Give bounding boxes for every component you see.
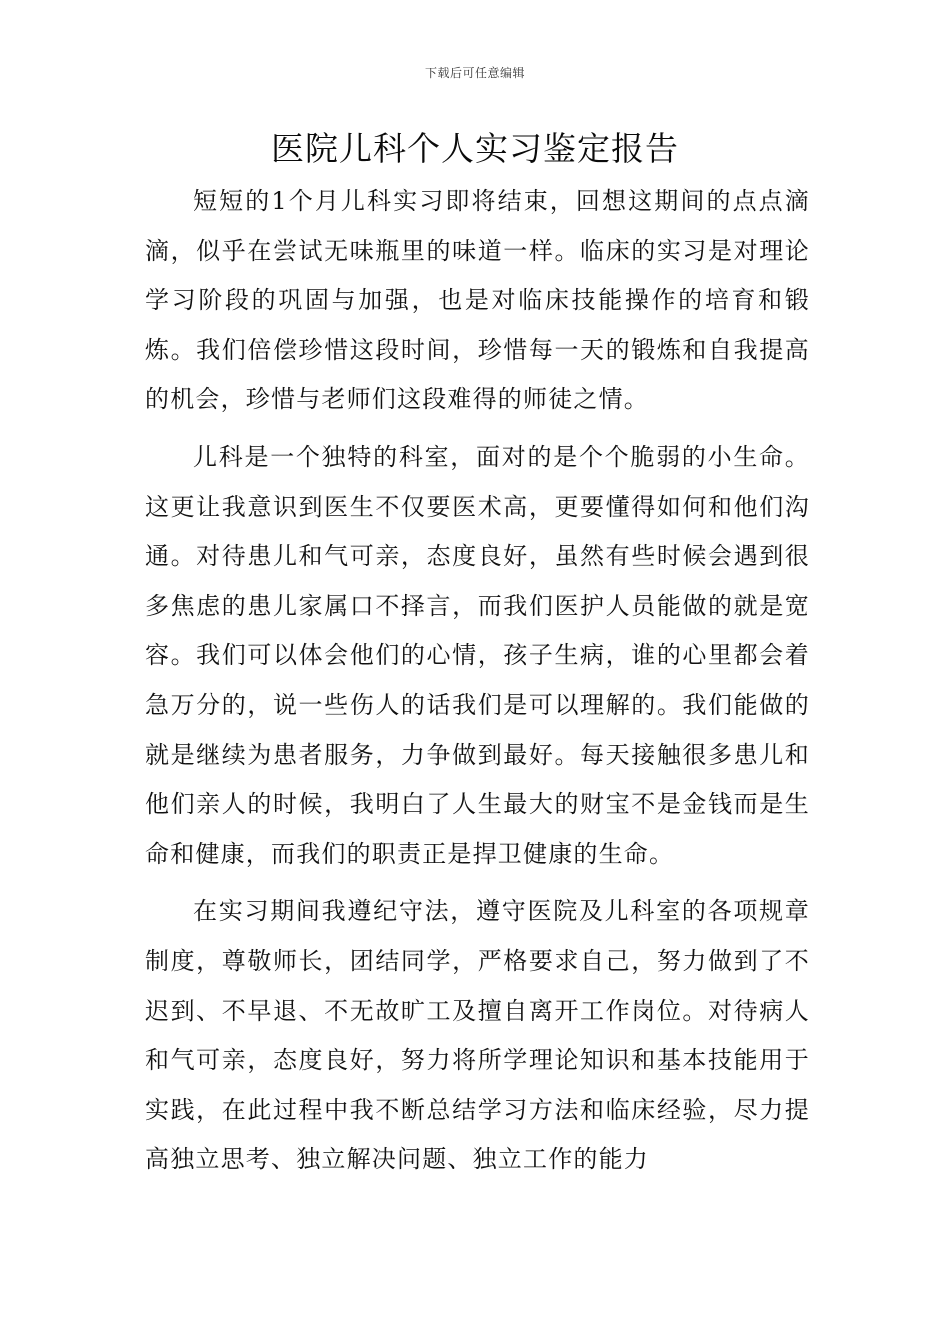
document-title: 医院儿科个人实习鉴定报告 — [271, 129, 679, 168]
paragraph-3: 在实习期间我遵纪守法，遵守医院及儿科室的各项规章制度，尊敬师长，团结同学，严格要求自己，努力做到了不迟到、不早退、不无故旷工及擅自离开工作岗位。对待病人和气可亲，态度良好，努力将所学理论知识和基本技能用于实践，在此过程中我不断总结学习方法和临床经验，尽力提高独立思考、独立解决问题、独立工作的能力 — [145, 897, 810, 1174]
paragraph-2: 儿科是一个独特的科室，面对的是个个脆弱的小生命。这更让我意识到医生不仅要医术高，更要懂得如何和他们沟通。对待患儿和气可亲，态度良好，虽然有些时候会遇到很多焦虑的患儿家属口不择言，而我们医护人员能做的就是宽容。我们可以体会他们的心情，孩子生病，谁的心里都会着急万分的，说一些伤人的话我们是可以理解的。我们能做的就是继续为患者服务，力争做到最好。每天接触很多患儿和他们亲人的时候，我明白了人生最大的财宝不是金钱而是生命和健康，而我们的职责正是捍卫健康的生命。 — [145, 442, 810, 868]
paragraph-1: 短短的1个月儿科实习即将结束，回想这期间的点点滴滴，似乎在尝试无味瓶里的味道一样。临床的实习是对理论学习阶段的巩固与加强，也是对临床技能操作的培育和锻炼。我们倍偿珍惜这段时间，珍惜每一天的锻炼和自我提高的机会，珍惜与老师们这段难得的师徒之情。 — [145, 187, 810, 414]
document-body — [145, 177, 810, 1193]
header-note: 下载后可任意编辑 — [424, 66, 525, 80]
